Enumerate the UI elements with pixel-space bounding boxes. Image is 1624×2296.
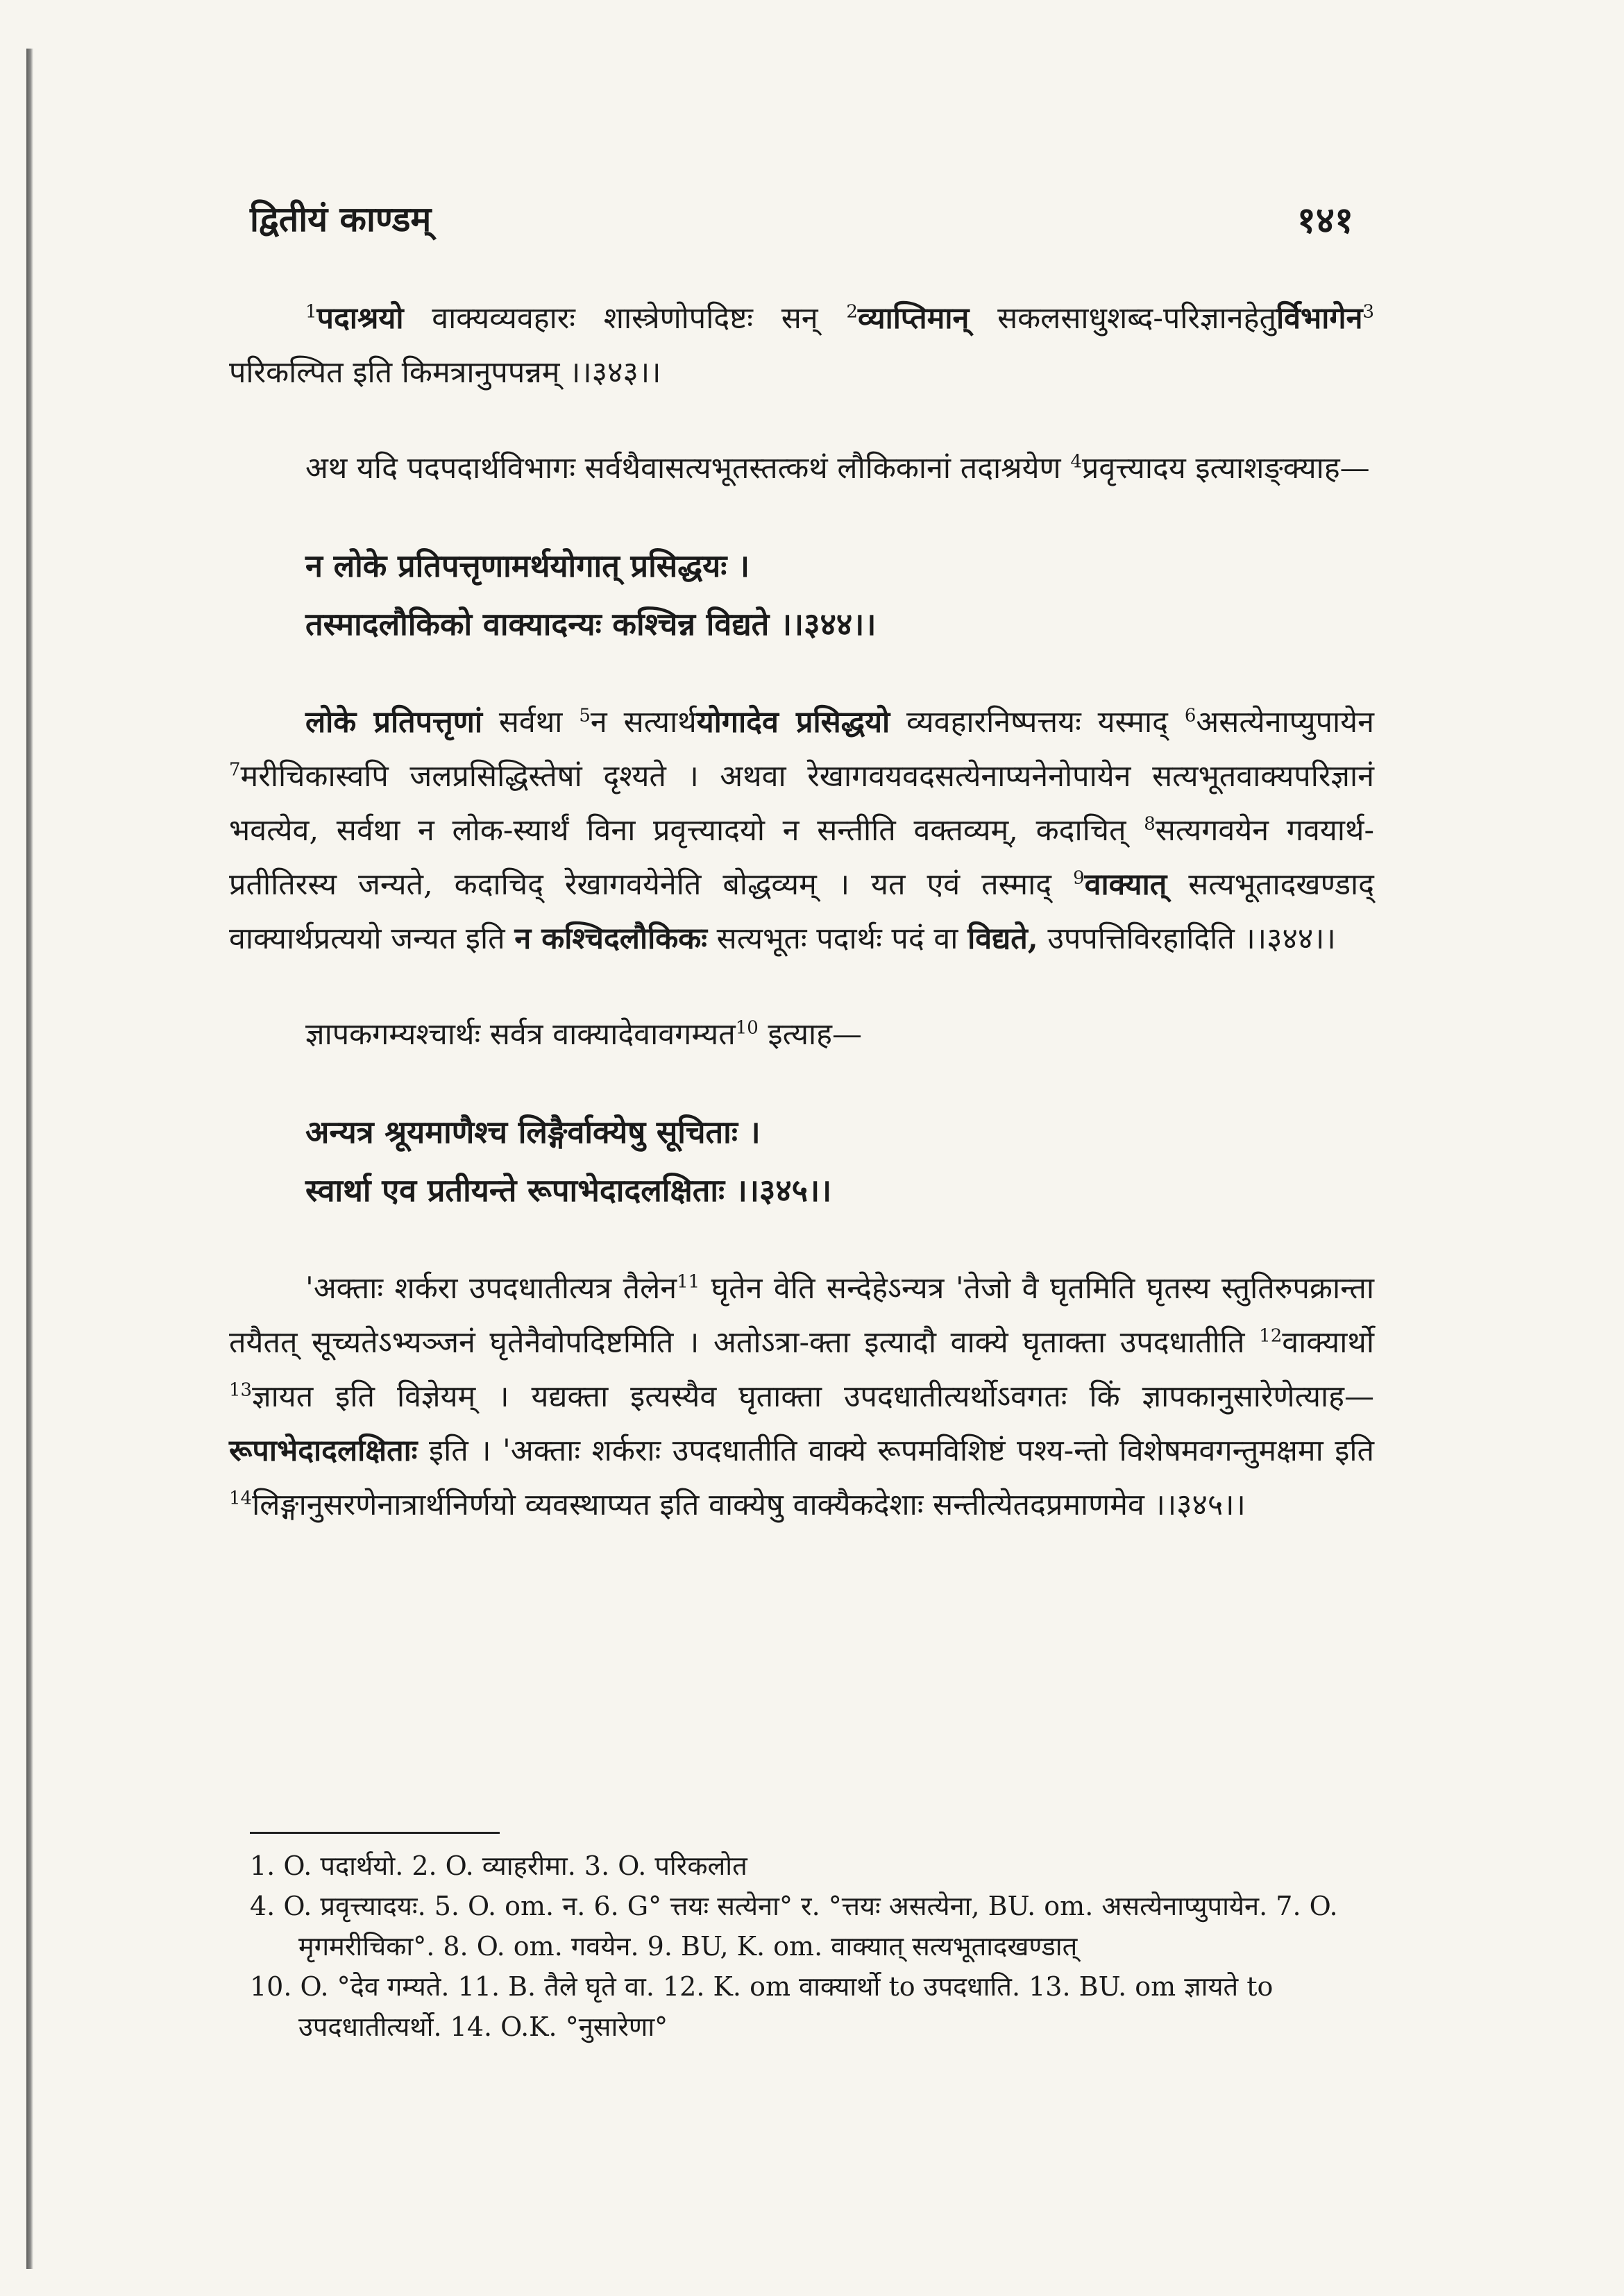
text-span: उपपत्तिविरहादिति ।।३४४।। [1038,921,1336,956]
footnote-line: 10. O. °देव गम्यते. 11. B. तैले घृते वा. 12. K. om वाक्यार्थो to उपदधाति. 13. BU. om ज्ञायते to उपदधातीत्यर्थो. 14. O.K. °नुसारेणा° [250,1971,1274,2042]
text-span: वाक्यात् [1084,867,1167,902]
commentary-343 [229,291,1374,400]
text-span: रूपाभेदादलक्षिताः [229,1434,418,1468]
footnote-mark: 4 [1070,451,1082,473]
text-span: असत्येनाप्युपायेन [1196,705,1374,740]
intro-345 [229,1007,1374,1062]
footnote-mark: 5 [579,705,591,726]
verse-line: तस्मादलौकिको वाक्यादन्यः कश्चिन्न विद्यते ।।३४४।। [305,606,877,643]
text-span: पदाश्रयो [316,301,404,336]
text-span: घृतेन वेति सन्देहेऽन्यत्र 'तेजो वै घृतमिति घृतस्य स्तुतिरुपक्रान्ता तयैतत् सूच्यतेऽभ्यञ्जनं घृतेनैवोपदिष्टमिति । अतोऽत्रा-क्ता इत्यादौ वाक्ये घृताक्ता उपदधातीति [229,1271,1374,1360]
text-span: लोके प्रतिपत्तृणां [305,705,482,740]
text-span: लिङ्गानुसरणेनात्रार्थनिर्णयो व्यवस्थाप्यत इति वाक्येषु वाक्यैकदेशाः सन्तीत्येतदप्रमाणमेव ।।३४५।। [252,1488,1246,1522]
page-number: १४१ [1296,199,1353,241]
running-title: द्वितीयं काण्डम् [250,198,432,239]
footnote-mark: 14 [229,1488,253,1509]
text-span: योगादेव प्रसिद्धयो [696,705,890,740]
footnote-mark: 7 [229,759,241,781]
commentary-344 [229,695,1374,966]
verse-line: न लोके प्रतिपत्तृणामर्थयोगात् प्रसिद्धयः । [305,547,750,584]
footnote-mark: 12 [1259,1325,1283,1347]
text-span: ज्ञायत इति विज्ञेयम् । यद्यक्ता इत्यस्यैव घृताक्ता उपदधातीत्यर्थोऽवगतः किं ज्ञापकानुसारेणेत्याह— [252,1379,1374,1414]
text-span: सर्वथा [482,705,580,740]
running-head [250,194,1353,250]
text-span: वाक्यव्यवहारः शास्त्रेणोपदिष्टः सन् [403,301,847,336]
footnote-mark: 2 [846,301,858,323]
text-span: परिकल्पित इति किमत्रानुपपन्नम् ।।३४३।। [229,355,661,390]
verse-line: अन्यत्र श्रूयमाणैश्च लिङ्गैर्वाक्येषु सूचिताः । [305,1114,761,1150]
footnote-mark: 13 [229,1379,253,1401]
verse-344 [229,537,1374,654]
footnote-line: 1. O. पदार्थयो. 2. O. व्याहरीमा. 3. O. परिकलोत [250,1851,747,1881]
footnotes [250,1846,1388,2047]
text-span: प्रवृत्त्यादय इत्याशङ्क्याह— [1081,451,1370,486]
text-span: न कश्चिदलौकिकः [514,921,707,956]
text-span: सत्यभूतादखण्डाद् वाक्यार्थप्रत्ययो जन्यत इति [229,867,1374,956]
text-span: इत्याह— [758,1017,863,1052]
text-span: व्यवहारनिष्पत्तयः यस्माद् [890,705,1185,740]
text-span: व्याप्तिमान् [857,301,970,336]
verse-345 [229,1103,1374,1220]
text-span: सकलसाधुशब्द-परिज्ञानहेतु [969,301,1276,336]
footnote-mark: 8 [1144,813,1156,835]
footnote-mark: 3 [1362,301,1375,323]
footnote-mark: 10 [735,1017,759,1039]
text-span: 'अक्ताः शर्करा उपदधातीत्यत्र तैलेन [305,1271,677,1306]
footnote-line: 4. O. प्रवृत्त्यादयः. 5. O. om. न. 6. G° त्तयः सत्येना° र. °त्तयः असत्येना, BU. om. असत्येनाप्युपायेन. 7. O. मृगमरीचिका°. 8. O. om. गवयेन. 9. BU, K. om. वाक्यात् सत्यभूतादखण्डात् [250,1891,1338,1962]
binding-edge [26,49,33,2269]
footnote-mark: 9 [1073,867,1085,889]
text-span: सत्यगवयेन गवयार्थ-प्रतीतिरस्य जन्यते, कदाचिद् रेखागवयेनेति बोद्धव्यम् । यत एवं तस्माद् [229,813,1374,902]
text-span: मरीचिकास्वपि जलप्रसिद्धिस्तेषां दृश्यते । अथवा रेखागवयवदसत्येनाप्यनेनोपायेन सत्यभूतवाक्यपरिज्ञानं भवत्येव, सर्वथा न लोक-स्यार्थं विना प्रवृत्त्यादयो न सन्तीति वक्तव्यम्, कदाचित् [229,759,1374,848]
verse-line: स्वार्था एव प्रतीयन्ते रूपाभेदादलक्षिताः ।।३४५।। [305,1172,832,1209]
text-span: न सत्यार्थ [590,705,697,740]
text-span: विद्यते, [967,921,1038,956]
text-span: वाक्यार्थो [1282,1325,1374,1360]
text-span: इति । 'अक्ताः शर्कराः उपदधातीति वाक्ये रूपमविशिष्टं पश्य-न्तो विशेषमवगन्तुमक्षमा इति [417,1434,1374,1468]
text-span: सत्यभूतः पदार्थः पदं वा [707,921,968,956]
commentary-345 [229,1261,1374,1532]
footnote-mark: 1 [305,301,317,323]
footnote-mark: 11 [677,1271,700,1293]
text-span: र्विभागेन [1276,301,1363,336]
text-span: अथ यदि पदपदार्थविभागः सर्वथैवासत्यभूतस्तत्कथं लौकिकानां तदाश्रयेण [305,451,1071,486]
page-body [229,291,1374,1574]
text-span: ज्ञापकगम्यश्चार्थः सर्वत्र वाक्यादेवावगम्यत [305,1017,736,1052]
intro-344 [229,441,1374,495]
footnote-mark: 6 [1184,705,1196,726]
footnote-rule [250,1832,500,1834]
